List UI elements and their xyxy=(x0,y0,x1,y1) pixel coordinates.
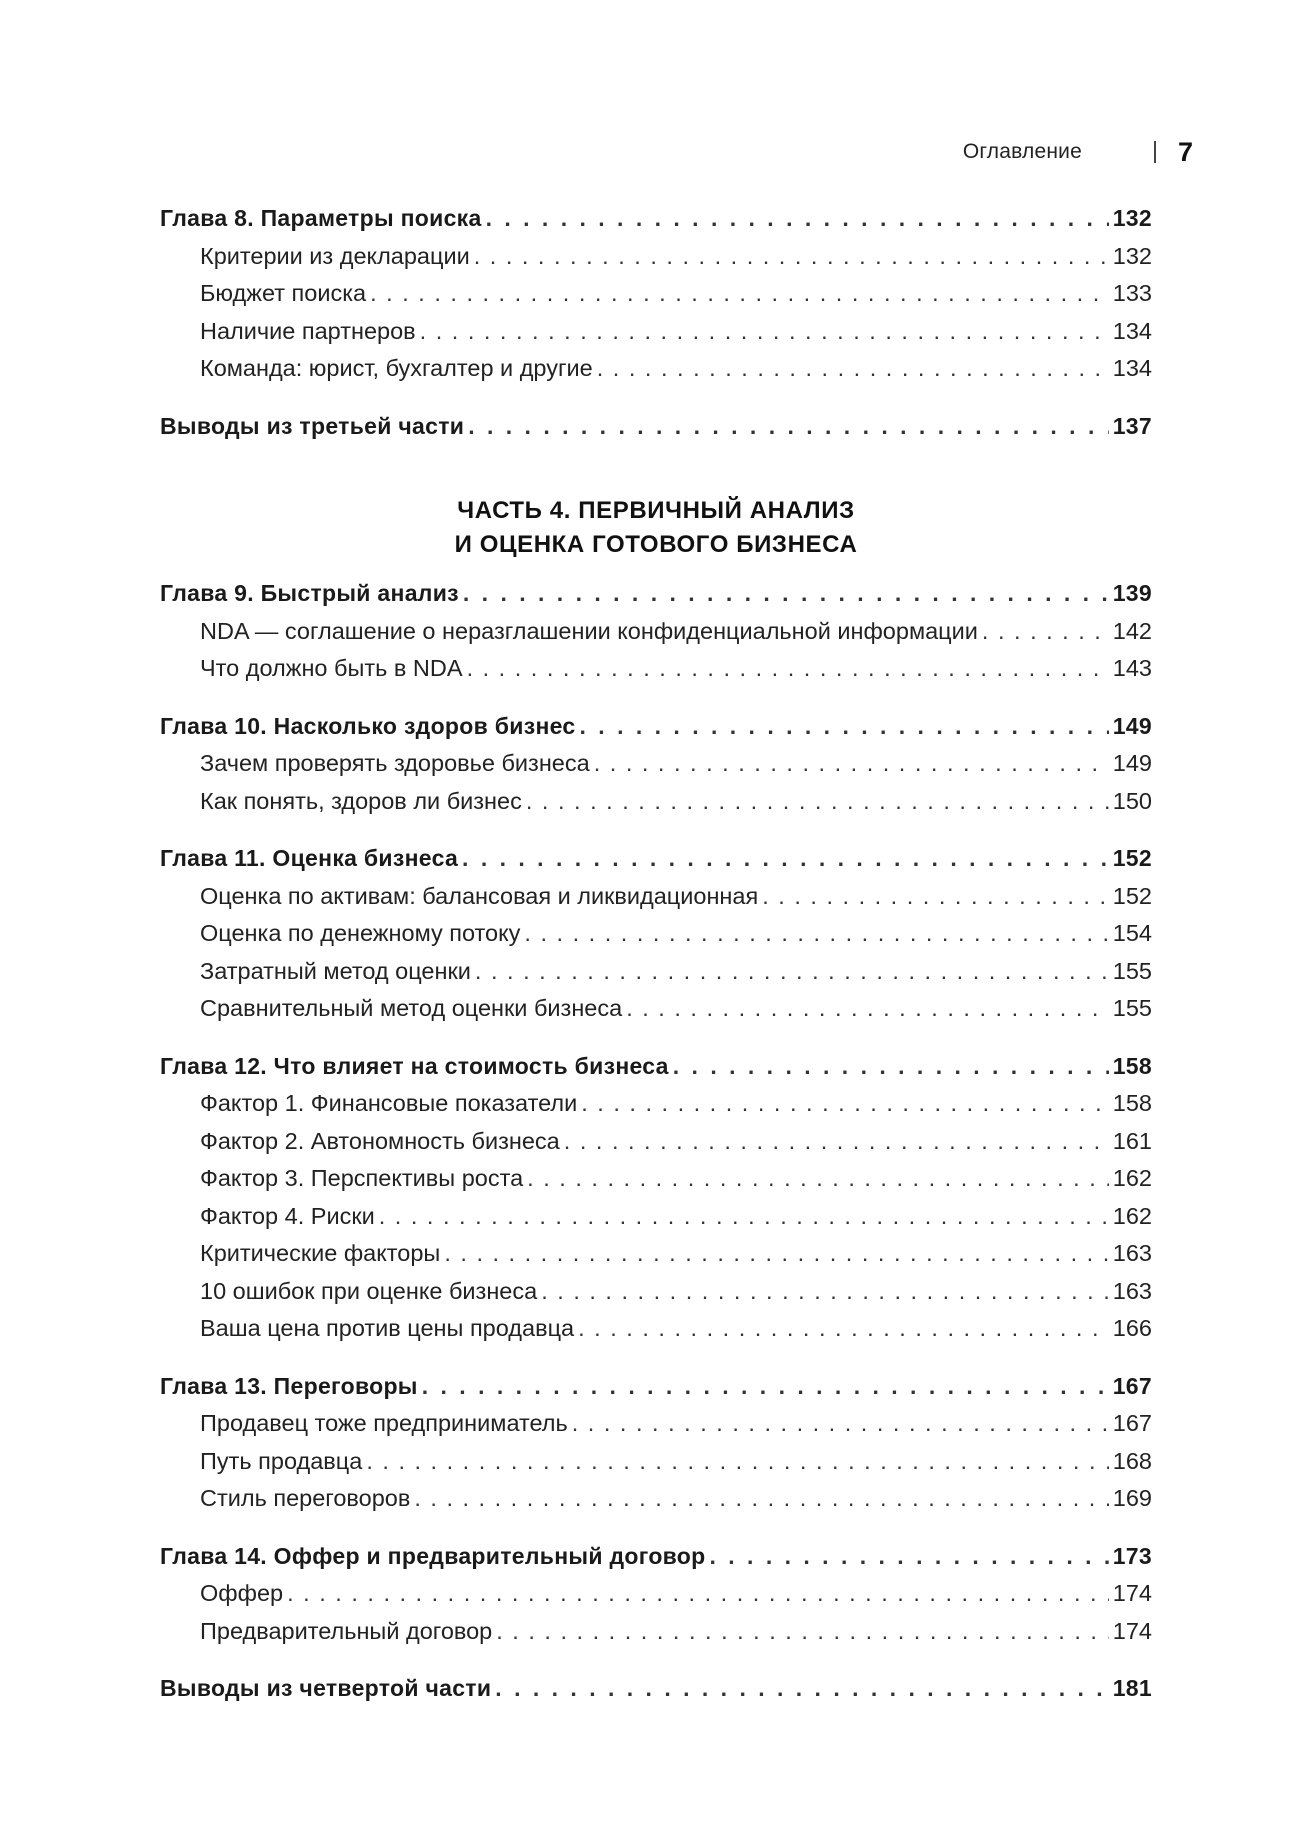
toc-entry-page: 158 xyxy=(1112,1090,1152,1116)
dot-leader xyxy=(581,1090,1109,1117)
dot-leader xyxy=(379,1203,1109,1230)
toc-entry-label: Наличие партнеров xyxy=(200,317,416,344)
toc-entry-page: 161 xyxy=(1112,1127,1152,1154)
toc-entry-label: Сравнительный метод оценки бизнеса xyxy=(200,995,623,1021)
toc-entry-label: Выводы из четвертой части xyxy=(160,1675,492,1701)
toc-entry-page: 154 xyxy=(1112,920,1152,946)
toc-entry-page: 137 xyxy=(1112,412,1152,439)
toc-section[interactable] xyxy=(160,1618,1152,1656)
toc-entry-label: Выводы из третьей части xyxy=(160,412,465,439)
dot-leader xyxy=(580,713,1109,740)
dot-leader xyxy=(495,1675,1108,1702)
dot-leader xyxy=(762,883,1109,910)
dot-leader xyxy=(710,1543,1109,1570)
header-separator xyxy=(1154,141,1156,163)
toc-entry-label: Глава 8. Параметры поиска xyxy=(160,205,482,231)
toc-entry-page: 152 xyxy=(1112,845,1152,871)
toc-entry-page: 167 xyxy=(1112,1410,1152,1436)
toc-section[interactable] xyxy=(160,1128,1152,1166)
toc-section[interactable] xyxy=(160,618,1152,656)
toc-entry-label: Что должно быть в NDA xyxy=(200,655,463,681)
toc-entry-page: 133 xyxy=(1112,280,1152,306)
dot-leader xyxy=(572,1410,1109,1437)
dot-leader xyxy=(475,958,1109,985)
toc-entry-label: Команда: юрист, бухгалтер и другие xyxy=(200,355,593,381)
dot-leader xyxy=(414,1485,1108,1512)
toc-section[interactable] xyxy=(160,883,1152,921)
part-heading-line-1: ЧАСТЬ 4. ПЕРВИЧНЫЙ АНАЛИЗ xyxy=(457,497,855,524)
toc-entry-page: 149 xyxy=(1112,750,1152,776)
toc-entry-page: 166 xyxy=(1112,1315,1152,1341)
toc-entry-label: Критические факторы xyxy=(200,1240,441,1266)
toc-entry-page: 173 xyxy=(1112,1542,1152,1569)
dot-leader xyxy=(626,995,1109,1022)
running-title: Оглавление xyxy=(962,140,1082,163)
toc-section[interactable] xyxy=(160,920,1152,958)
toc-chapter-12[interactable] xyxy=(160,1053,1152,1091)
toc-chapter-13[interactable] xyxy=(160,1373,1152,1411)
dot-leader xyxy=(463,580,1109,607)
toc-entry-page: 142 xyxy=(1112,617,1152,644)
toc-entry-label: Бюджет поиска xyxy=(200,280,367,306)
toc-entry-page: 139 xyxy=(1112,580,1152,606)
toc-entry-page: 134 xyxy=(1112,355,1152,381)
table-of-contents xyxy=(160,205,1152,1713)
dot-leader xyxy=(496,1618,1109,1645)
toc-entry-label: Фактор 4. Риски xyxy=(200,1202,375,1229)
dot-leader xyxy=(366,1448,1108,1475)
dot-leader xyxy=(467,655,1109,682)
toc-section[interactable] xyxy=(160,1410,1152,1448)
toc-entry-page: 158 xyxy=(1112,1052,1152,1079)
toc-entry-label: Глава 13. Переговоры xyxy=(160,1372,418,1399)
toc-chapter-14[interactable] xyxy=(160,1543,1152,1581)
page-number: 7 xyxy=(1177,136,1193,167)
part-heading xyxy=(160,494,1152,562)
toc-entry-label: Оффер xyxy=(200,1580,284,1606)
toc-entry-page: 181 xyxy=(1112,1675,1152,1701)
toc-section[interactable] xyxy=(160,1203,1152,1241)
dot-leader xyxy=(541,1278,1109,1305)
toc-entry-label: Как понять, здоров ли бизнес xyxy=(200,787,522,814)
toc-entry-label: Критерии из декларации xyxy=(200,242,470,269)
dot-leader xyxy=(462,845,1109,872)
toc-section[interactable] xyxy=(160,958,1152,996)
toc-entry-label: Оценка по денежному потоку xyxy=(200,920,521,946)
toc-entry-label: Глава 9. Быстрый анализ xyxy=(160,580,459,606)
dot-leader xyxy=(526,788,1109,815)
dot-leader xyxy=(420,318,1109,345)
toc-section[interactable] xyxy=(160,318,1152,356)
dot-leader xyxy=(486,205,1109,232)
toc-section[interactable] xyxy=(160,1580,1152,1618)
dot-leader xyxy=(444,1240,1108,1267)
toc-summary-part-3[interactable] xyxy=(160,413,1152,451)
dot-leader xyxy=(594,750,1109,777)
toc-entry-label: 10 ошибок при оценке бизнеса xyxy=(200,1277,538,1304)
toc-entry-page: 174 xyxy=(1112,1617,1152,1644)
toc-section[interactable] xyxy=(160,1165,1152,1203)
toc-entry-page: 143 xyxy=(1112,655,1152,681)
toc-section[interactable] xyxy=(160,243,1152,281)
toc-entry-page: 155 xyxy=(1112,995,1152,1021)
toc-section[interactable] xyxy=(160,1448,1152,1486)
toc-entry-label: Предварительный договор xyxy=(200,1617,493,1644)
toc-chapter-8[interactable] xyxy=(160,205,1152,243)
toc-entry-page: 174 xyxy=(1112,1580,1152,1606)
dot-leader xyxy=(474,243,1109,270)
toc-section[interactable] xyxy=(160,1240,1152,1278)
toc-entry-page: 163 xyxy=(1112,1277,1152,1304)
toc-section[interactable] xyxy=(160,1485,1152,1523)
toc-entry-label: Путь продавца xyxy=(200,1447,363,1474)
toc-entry-page: 150 xyxy=(1112,787,1152,814)
toc-entry-label: Глава 10. Насколько здоров бизнес xyxy=(160,712,576,739)
toc-section[interactable] xyxy=(160,1090,1152,1128)
toc-entry-page: 167 xyxy=(1112,1372,1152,1399)
toc-section[interactable] xyxy=(160,995,1152,1033)
dot-leader xyxy=(578,1315,1109,1342)
toc-entry-page: 132 xyxy=(1112,242,1152,269)
toc-section[interactable] xyxy=(160,280,1152,318)
toc-entry-label: Стиль переговоров xyxy=(200,1485,411,1511)
toc-entry-page: 162 xyxy=(1112,1165,1152,1191)
dot-leader xyxy=(422,1373,1109,1400)
dot-leader xyxy=(982,618,1109,645)
toc-entry-page: 155 xyxy=(1112,957,1152,984)
toc-summary-part-4[interactable] xyxy=(160,1675,1152,1713)
toc-entry-label: Глава 11. Оценка бизнеса xyxy=(160,845,459,871)
toc-section[interactable] xyxy=(160,788,1152,826)
part-heading-line-2: И ОЦЕНКА ГОТОВОГО БИЗНЕСА xyxy=(454,531,858,558)
toc-entry-page: 134 xyxy=(1112,317,1152,344)
toc-entry-label: Зачем проверять здоровье бизнеса xyxy=(200,750,590,776)
toc-chapter-9[interactable] xyxy=(160,580,1152,618)
toc-entry-page: 152 xyxy=(1112,882,1152,909)
toc-entry-page: 163 xyxy=(1112,1240,1152,1266)
toc-entry-label: Оценка по активам: балансовая и ликвидационная xyxy=(200,882,759,909)
toc-entry-label: Ваша цена против цены продавца xyxy=(200,1315,575,1341)
toc-entry-label: Продавец тоже предприниматель xyxy=(200,1410,568,1436)
toc-entry-label: Глава 14. Оффер и предварительный договор xyxy=(160,1542,706,1569)
toc-entry-label: Глава 12. Что влияет на стоимость бизнеса xyxy=(160,1052,669,1079)
toc-section[interactable] xyxy=(160,1315,1152,1353)
dot-leader xyxy=(564,1128,1109,1155)
dot-leader xyxy=(524,920,1108,947)
toc-section[interactable] xyxy=(160,750,1152,788)
toc-section[interactable] xyxy=(160,655,1152,693)
toc-section[interactable] xyxy=(160,355,1152,393)
toc-entry-page: 168 xyxy=(1112,1447,1152,1474)
dot-leader xyxy=(287,1580,1109,1607)
toc-entry-label: Фактор 1. Финансовые показатели xyxy=(200,1090,578,1116)
toc-entry-label: Фактор 3. Перспективы роста xyxy=(200,1165,524,1191)
toc-entry-label: Фактор 2. Автономность бизнеса xyxy=(200,1127,560,1154)
toc-chapter-10[interactable] xyxy=(160,713,1152,751)
toc-entry-page: 162 xyxy=(1112,1202,1152,1229)
dot-leader xyxy=(370,280,1109,307)
dot-leader xyxy=(468,413,1109,440)
toc-entry-label: Затратный метод оценки xyxy=(200,957,471,984)
running-header xyxy=(0,136,1193,168)
toc-entry-page: 149 xyxy=(1112,712,1152,739)
toc-entry-page: 132 xyxy=(1112,205,1152,231)
dot-leader xyxy=(527,1165,1109,1192)
toc-entry-page: 169 xyxy=(1112,1485,1152,1511)
toc-entry-label: NDA — соглашение о неразглашении конфиденциальной информации xyxy=(200,617,978,644)
toc-section[interactable] xyxy=(160,1278,1152,1316)
dot-leader xyxy=(673,1053,1109,1080)
dot-leader xyxy=(597,355,1109,382)
toc-chapter-11[interactable] xyxy=(160,845,1152,883)
